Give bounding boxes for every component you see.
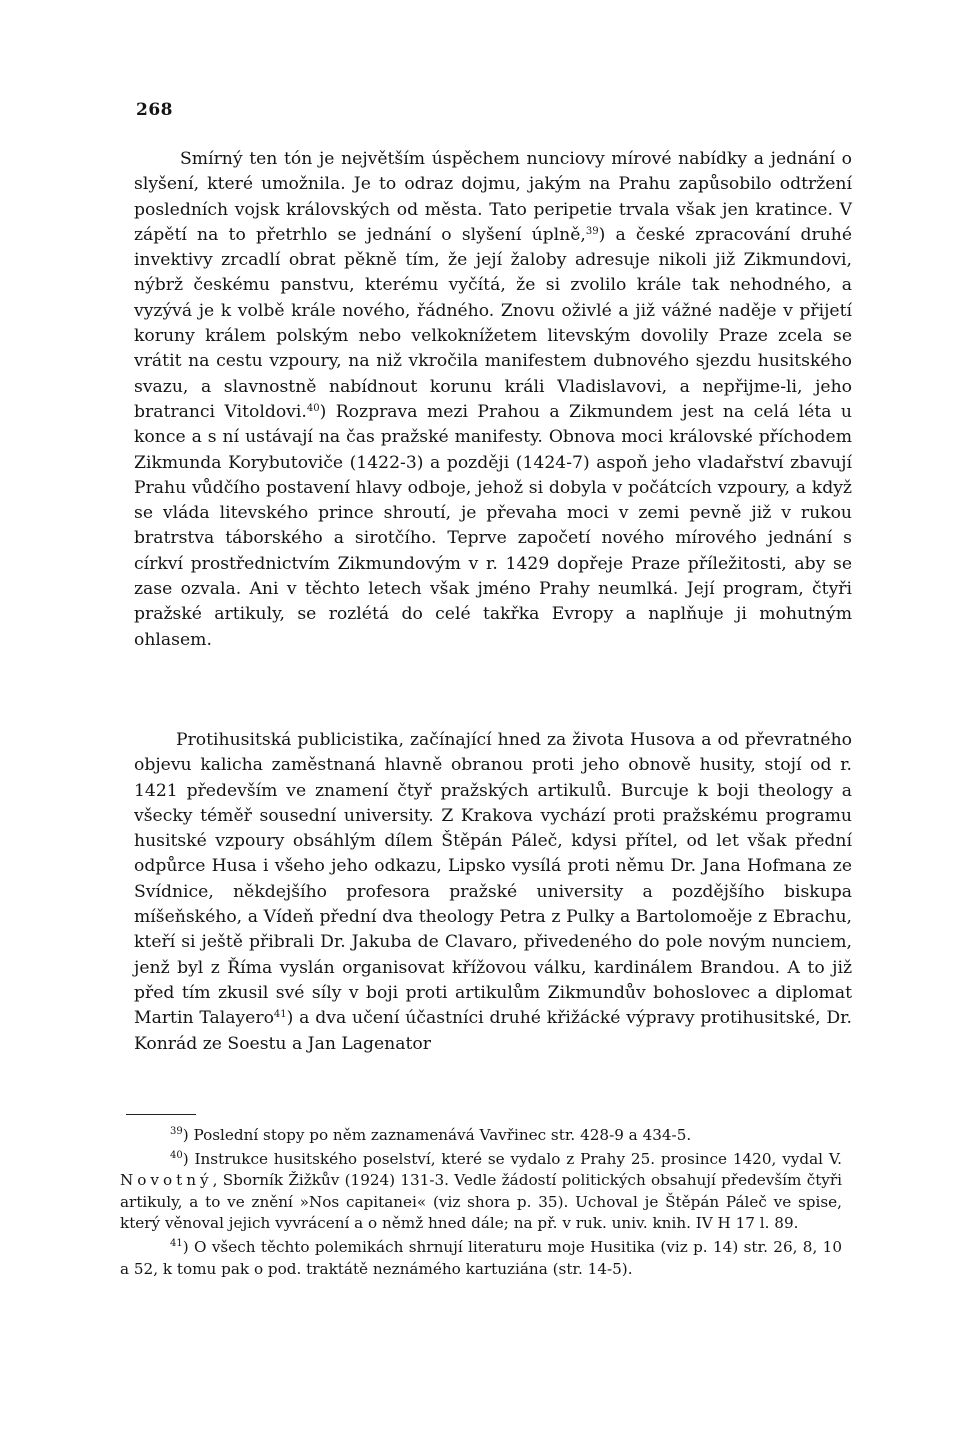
footnote-text: , Sborník Žižkův (1924) 131-3. Vedle žádostí politických obsahují především čtyři artikuly, a to ve znění »Nos capitanei« (viz shora p. 35). Uchoval je Štěpán Páleč ve spise, který věnoval jejich vyvrácení a o němž hned dále; na př. v ruk. univ. knih. IV H 17 l. 89. <box>120 1171 842 1233</box>
footnote-marker: 41 <box>170 1237 183 1249</box>
paragraph-text: Smírný ten tón je největším úspěchem nunciovy mírové nabídky a jednání o slyšení, které umožnila. Je to odraz dojmu, jakým na Prahu zapůsobilo odtržení posledních vojsk královských od města. Tato peripetie trvala však jen kratince. V zápětí na to přetrhlo se jednání o slyšení úplně, <box>134 149 852 245</box>
page-number: 268 <box>136 100 173 120</box>
footnote-marker: 40 <box>170 1149 183 1161</box>
footnote-40 <box>120 1149 842 1235</box>
footnote-39 <box>120 1125 842 1147</box>
footnote-divider <box>126 1114 196 1115</box>
paragraph-text: Protihusitská publicistika, začínající hned za života Husova a od převratného objevu kalicha zaměstnaná hlavně obranou proti jeho obnově husity, stojí od r. 1421 především ve znamení čtyř pražských artikulů. Burcuje k boji theology a všecky téměř sousední university. Z Krakova vychází proti pražskému programu husitské vzpoury obsáhlým dílem Štěpán Páleč, kdysi přítel, od let však přední odpůrce Husa i všeho jeho odkazu, Lipsko vysílá proti němu Dr. Jana Hofmana ze Svídnice, někdejšího profesora pražské university a pozdějšího biskupa míšeňského, a Vídeň přední dva theology Petra z Pulky a Bartolomoěje z Ebrachu, kteří si ještě přibrali Dr. Jakuba de Clavaro, přivedeného do pole novým nunciem, jenž byl z Říma vyslán organisovat křížovou válku, kardinálem Brandou. A to již před tím zkusil své síly v boji proti artikulům Zikmundův bohoslovec a diplomat Martin Talayero <box>134 730 852 1029</box>
body-paragraph-1 <box>134 147 852 653</box>
body-paragraph-2 <box>134 728 852 1057</box>
footnote-marker: 39 <box>170 1126 183 1137</box>
footnote-41 <box>120 1237 842 1280</box>
footnote-text: ) Instrukce husitského poselství, které se vydalo z Prahy 25. prosince 1420, vydal V. <box>182 1149 842 1168</box>
footnote-text: ) O všech těchto polemikách shrnují literaturu moje Husitika (viz p. 14) str. 26, 8, 10 a 52, k tomu pak o pod. traktátě neznámého kartuziána (str. 14-5). <box>120 1237 842 1278</box>
paragraph-text: ) a české zpracování druhé invektivy zrcadlí obrat pěkně tím, že její žaloby adresuje nikoli již Zikmundovi, nýbrž českému panstvu, kterému vyčítá, že si zvolilo krále tak nehodného, a vyzývá je k volbě krále nového, řádného. Znovu oživlé a již vážné naděje v přijetí koruny králem polským nebo velkoknížetem litevským dovolily Praze zcela se vrátit na cestu vzpoury, na niž vkročila manifestem dubnového sjezdu husitského svazu, a slavnostně nabídnout korunu králi Vladislavovi, a nepřijme-li, jeho bratranci Vitoldovi. <box>134 224 852 422</box>
author-name: Novotný <box>120 1171 213 1190</box>
footnote-ref-41: 41 <box>273 1009 287 1021</box>
footnote-ref-39: 39 <box>585 225 599 237</box>
footnote-text: ) Poslední stopy po něm zaznamenává Vavřinec str. 428-9 a 434-5. <box>182 1126 692 1144</box>
paragraph-text: ) Rozprava mezi Prahou a Zikmundem jest na celá léta u konce a s ní ustávají na čas pražské manifesty. Obnova moci královské příchodem Zikmunda Korybutoviče (1422-3) a později (1424-7) aspoň jeho vladařství zbavují Prahu vůdčího postavení hlavy odboje, jehož si dobyla v počátcích vzpoury, a když se vláda litevského prince shroutí, je převaha moci v zemi pevně již v rukou bratrstva táborského a sirotčího. Teprve započetí nového mírového jednání s církví prostřednictvím Zikmundovým v r. 1429 dopřeje Praze příležitosti, aby se zase ozvala. Ani v těchto letech však jméno Prahy neumlká. Její program, čtyři pražské artikuly, se rozlétá do celé takřka Evropy a naplňuje ji mohutným ohlasem. <box>134 401 852 650</box>
paragraph-text: ) a dva učení účastníci druhé křižácké výpravy protihusitské, Dr. Konrád ze Soestu a Jan Lagenator <box>134 1008 852 1054</box>
footnotes-section <box>120 1125 842 1282</box>
footnote-ref-40: 40 <box>306 402 320 414</box>
